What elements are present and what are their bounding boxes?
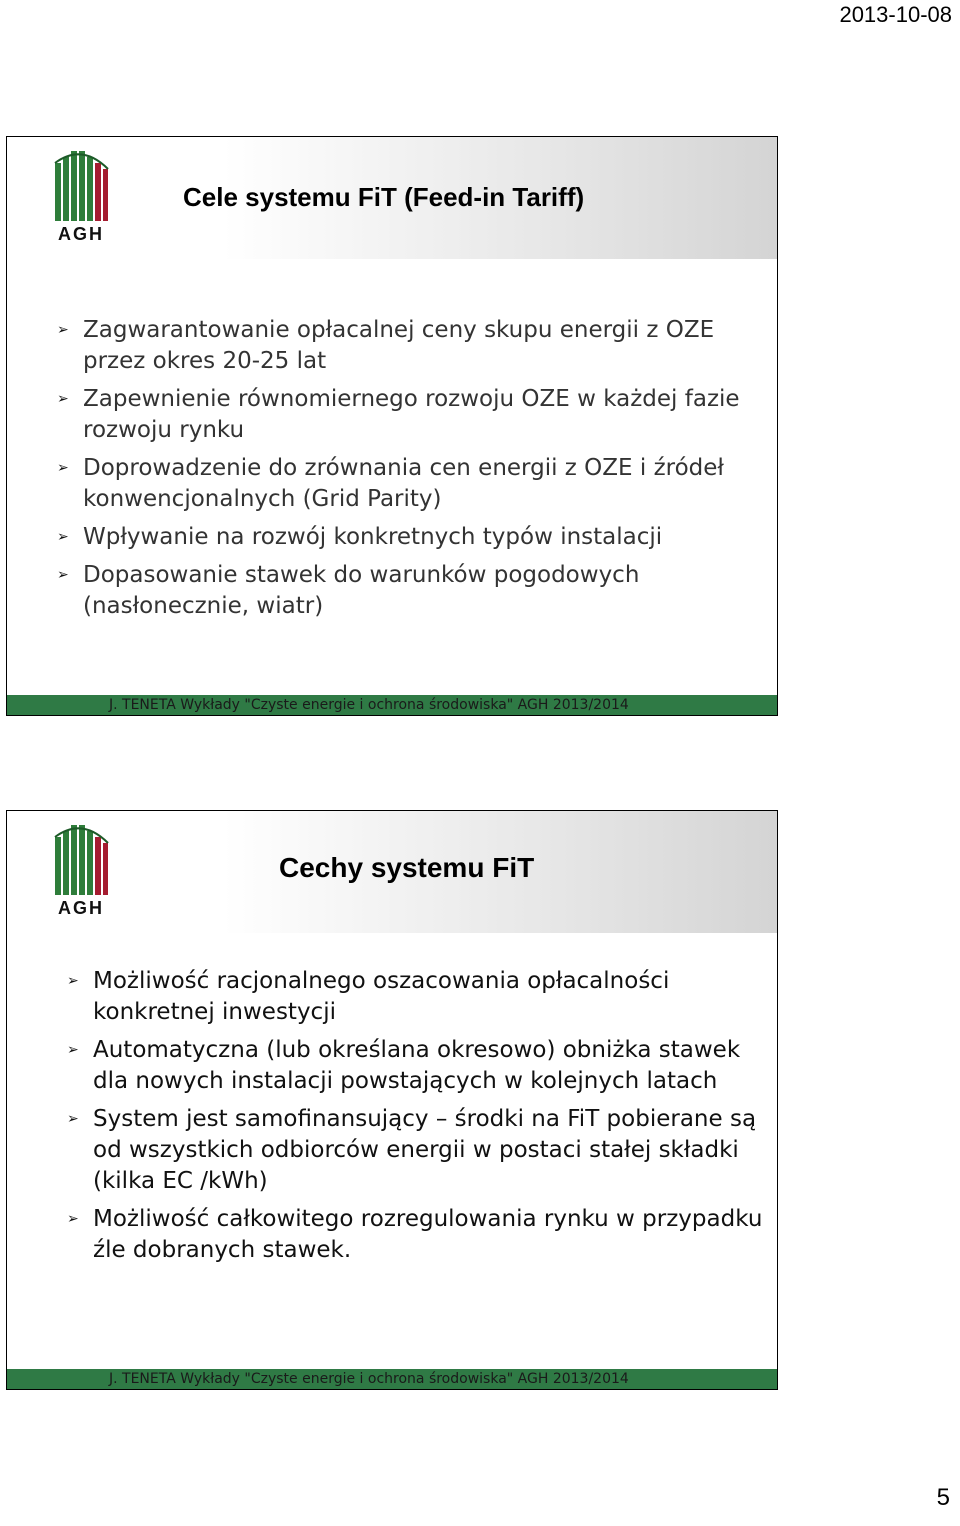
arrowhead-bullet-icon: ➢: [57, 460, 69, 476]
list-item: ➢ Automatyczna (lub określana okresowo) obniżka stawek dla nowych instalacji powstających w kolejnych latach: [67, 1037, 741, 1094]
list-item: ➢ Możliwość racjonalnego oszacowania opłacalności konkretnej inwestycji: [67, 968, 670, 1025]
agh-logo-text: AGH: [58, 224, 104, 244]
bullet-list: [55, 315, 765, 629]
agh-logo: [51, 823, 113, 919]
slide-1: [6, 136, 778, 716]
list-item: ➢ Dopasowanie stawek do warunków pogodowych (nasłonecznie, wiatr): [57, 562, 640, 619]
bullet-list: [65, 966, 765, 1273]
footer-text: J. TENETA Wykłady "Czyste energie i ochrona środowiska" AGH 2013/2014: [109, 697, 629, 713]
agh-logo-icon: [51, 823, 113, 895]
arrowhead-bullet-icon: ➢: [57, 322, 69, 338]
list-item: ➢ Zagwarantowanie opłacalnej ceny skupu energii z OZE przez okres 20-25 lat: [57, 317, 715, 374]
slide-header: [7, 811, 777, 933]
arrowhead-bullet-icon: ➢: [57, 529, 69, 545]
agh-logo-icon: [51, 149, 113, 221]
slide-footer: [7, 695, 777, 715]
footer-text: J. TENETA Wykłady "Czyste energie i ochrona środowiska" AGH 2013/2014: [109, 1371, 629, 1387]
agh-logo: [51, 149, 113, 245]
arrowhead-bullet-icon: ➢: [67, 1111, 79, 1127]
page-number: 5: [936, 1484, 950, 1511]
page-date: 2013-10-08: [839, 2, 952, 27]
arrowhead-bullet-icon: ➢: [67, 1211, 79, 1227]
list-item: ➢ System jest samofinansujący – środki na FiT pobierane są od wszystkich odbiorców energii w postaci stałej składki (kilka EC /kWh): [67, 1106, 757, 1194]
arrowhead-bullet-icon: ➢: [67, 973, 79, 989]
slide-title: Cechy systemu FiT: [279, 852, 535, 883]
list-item: ➢ Zapewnienie równomiernego rozwoju OZE w każdej fazie rozwoju rynku: [57, 386, 740, 443]
slide-title: Cele systemu FiT (Feed-in Tariff): [183, 182, 585, 212]
slide-2: [6, 810, 778, 1390]
agh-logo-text: AGH: [58, 898, 104, 918]
list-item: ➢ Doprowadzenie do zrównania cen energii z OZE i źródeł konwencjonalnych (Grid Parity): [57, 455, 724, 512]
list-item: ➢ Możliwość całkowitego rozregulowania rynku w przypadku źle dobranych stawek.: [67, 1206, 763, 1263]
slide-header: [7, 137, 777, 259]
slide-footer: [7, 1369, 777, 1389]
arrowhead-bullet-icon: ➢: [67, 1042, 79, 1058]
arrowhead-bullet-icon: ➢: [57, 391, 69, 407]
arrowhead-bullet-icon: ➢: [57, 567, 69, 583]
list-item: ➢ Wpływanie na rozwój konkretnych typów instalacji: [55, 522, 765, 553]
